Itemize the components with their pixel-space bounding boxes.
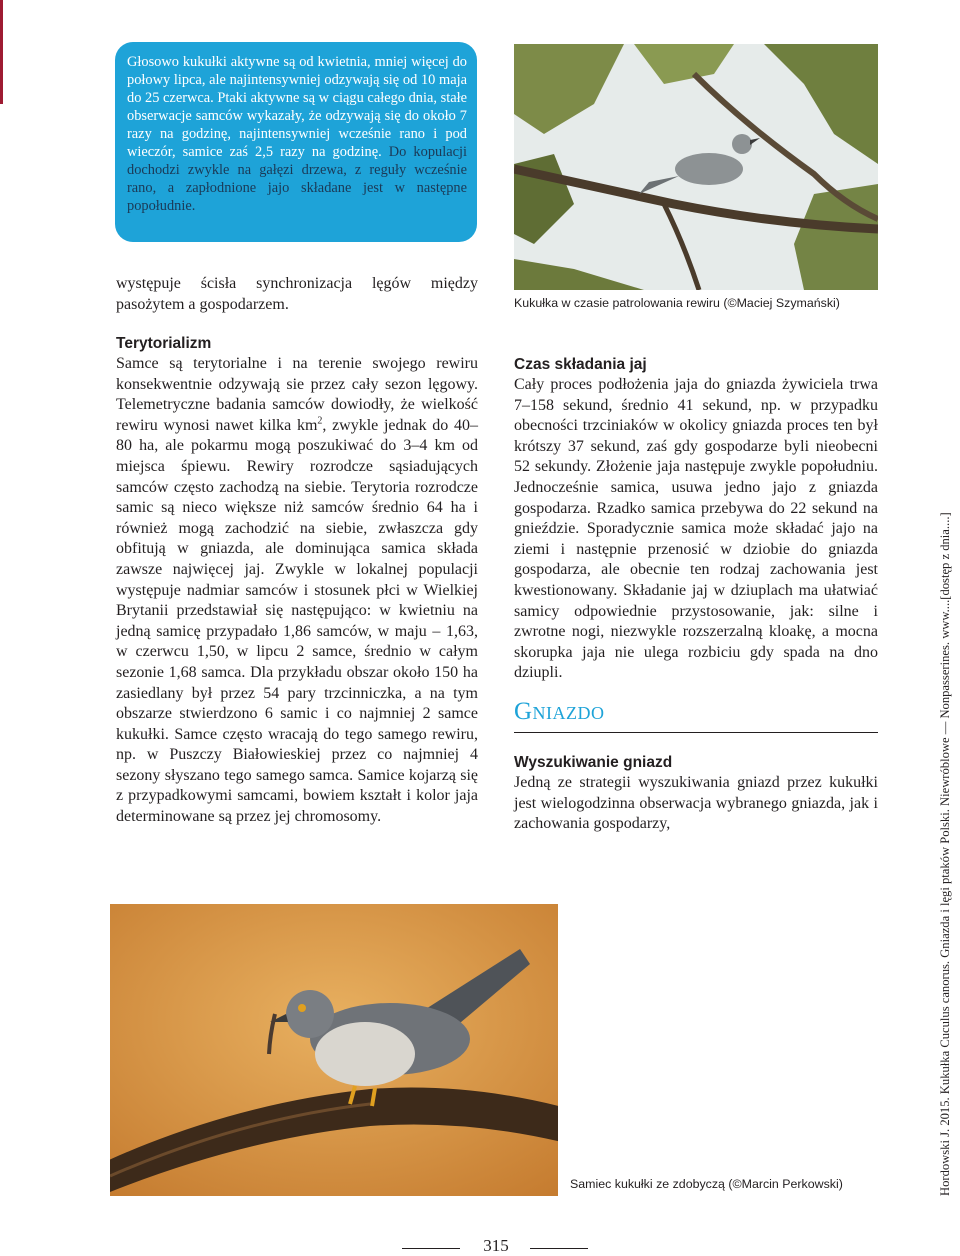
territorialism-text-b: , zwykle jednak do 40–80 ha, ale pokarmu mogą poszukiwać do 3–4 km od miejsca śpiewu. Rewiry rozrodcze sąsiadujących samców często zachodzą na siebie. Terytoria rozrodcze samic są nieco większe niż samców średnio 64 ha i również mogą zachodzić na siebie, zwłaszcza gdy obfitują w gniazda, ale dominująca samica składa zawsze najwięcej jaj. Zwykle w lokalnej populacji występuje nadmiar samców i stosunek płci w Wielkiej Brytanii przedstawiał się następująco: w kwietniu na jedną samicę przypadało 1,86 samców, w maju – 1,63, w czerwcu 1,50, w lipcu 2 samce, średnio w całym sezonie 1,68 samca. Dla przykładu obszar około 150 ha zasiedlany był przez 54 pary trzcinniczka, a na tym obszarze stwierdzono 6 samic i co najmniej 2 samce kukułki. Samce często wracają do tego samego rewiru, np. w Puszczy Białowieskiej przez co najmniej 4 sezony słyszano tego samego samca. Samice kojarzą się z przypadkowymi samcami, bowiem kształt i kolor jaja determinowane są przez jej chromosomy. xyxy=(116,416,478,826)
citation-sidebar: Hordowski J. 2015. Kukułka Cuculus canorus. Gniazda i lęgi ptaków Polski. Niewróblowe — Nonpasserines. www....[dostęp z dnia....] xyxy=(938,512,952,1196)
info-callout xyxy=(115,42,477,242)
footer-rule-right xyxy=(530,1248,588,1249)
territorialism-text-a: Samce są terytorialne i na terenie swojego rewiru konsekwentnie odzywają sie przez cały sezon lęgowy. Telemetryczne badania samców dowiodły, że wielkość rewiru wynosi nawet kilka km xyxy=(116,355,478,434)
footer-rule-left xyxy=(402,1248,460,1249)
section-title-nest: Gniazdo xyxy=(514,698,878,733)
egg-laying-paragraph: Cały proces podłożenia jaja do gniazda żywiciela trwa 7–158 sekund, średnio 41 sekund, np. w przypadku obecności trzciniaków w okolicy gniazda proces ten był krótszy 37 sekund, zaś gdy gospodarze byli nieobecni 52 sekundy. Złożenie jaja następuje zwykle popołudniu. Jednocześnie samica, usuwa jedno jajo z gniazda gospodarza. Rzadko samica przebywa do 22 sekund na gnieździe. Sporadycznie samica może składać jajo na ziemi i następnie przenosić w dziobie do gniazda gospodarza, ale obecnie ten rodzaj zachowania jest kwestionowany. Składanie jaj w dziuplach ma ułatwiać samicy odpowiednie przystosowanie, jak: silne i zwrotne nogi, niezwykle rozszerzalną kloakę, a mocna skorupka jaja nie ulega rozbiciu gdy spada na dno dziupli. xyxy=(514,376,878,682)
cuckoo-on-branch-photo xyxy=(514,44,878,290)
photo-caption-bottom: Samiec kukułki ze zdobyczą (©Marcin Perkowski) xyxy=(570,1177,843,1191)
page-number: 315 xyxy=(483,1236,509,1255)
left-column xyxy=(116,334,478,828)
callout-text-continued: Do kopulacji dochodzi zwykle na gałęzi drzewa, z reguły wcześnie rano, a zapłodnione jajo składane jest w następne popołudnie. xyxy=(127,144,467,214)
callout-text: Głosowo kukułki aktywne są od kwietnia, mniej więcej do połowy lipca, ale najintensywniej odzywają się od 10 maja do 25 czerwca. Ptaki aktywne są w ciągu całego dnia, stałe obserwacje samców wykazały, że odzywają się do około 7 razy na godzinę, najintensywniej wcześnie rano i pod wieczór, samice zaś 2,5 razy na godzinę. xyxy=(127,54,467,160)
intro-paragraph: występuje ścisła synchronizacja lęgów między pasożytem a gospodarzem. xyxy=(116,275,478,313)
heading-egg-laying-time: Czas składania jaj xyxy=(514,356,647,373)
superscript-2: 2 xyxy=(317,415,323,427)
nest-search-paragraph: Jedną ze strategii wyszukiwania gniazd przez kukułki jest wielogodzinna obserwacja wybranego gniazda, jak i zachowania gospodarzy, xyxy=(514,773,878,833)
margin-rule xyxy=(0,0,3,104)
heading-territorialism: Terytorializm xyxy=(116,335,212,352)
heading-nest-search: Wyszukiwanie gniazd xyxy=(514,753,673,771)
right-column xyxy=(514,355,878,835)
cuckoo-with-prey-photo xyxy=(110,904,558,1196)
photo-caption-top: Kukułka w czasie patrolowania rewiru (©Maciej Szymański) xyxy=(514,296,840,310)
territorialism-paragraph xyxy=(116,354,478,828)
